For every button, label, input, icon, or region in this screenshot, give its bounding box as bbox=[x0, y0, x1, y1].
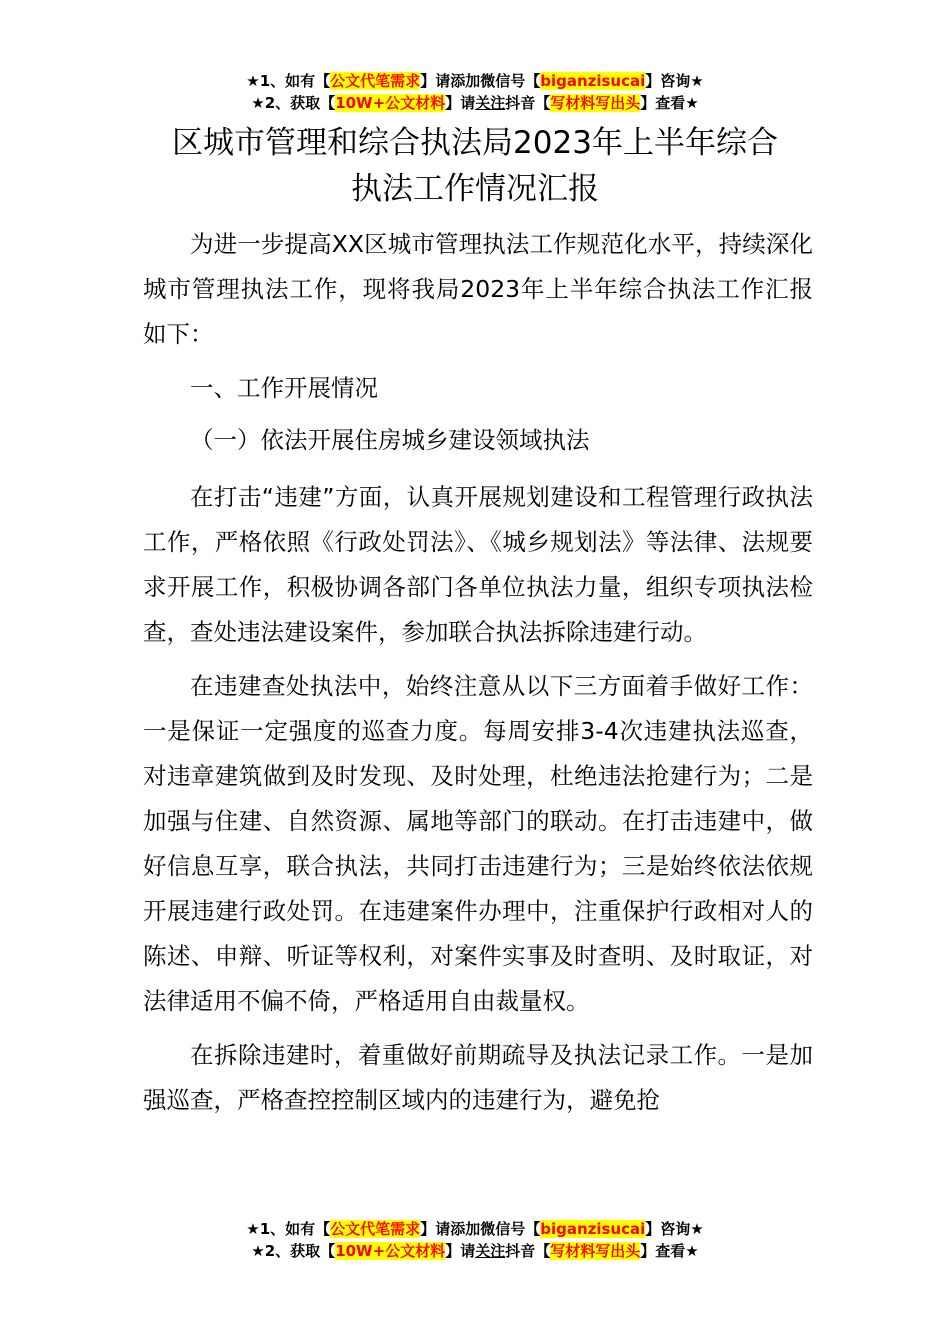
footer-highlight-douyin-account: 写材料写出头 bbox=[550, 1242, 641, 1260]
highlight-writing-service: 公文代笔需求 bbox=[330, 72, 421, 90]
footer-highlight-writing-service: 公文代笔需求 bbox=[330, 1220, 421, 1238]
document-title bbox=[0, 120, 950, 212]
section-heading: 一、工作开展情况 bbox=[190, 374, 378, 402]
body-paragraph-3: 在拆除违建时，着重做好前期疏导及执法记录工作。一是加强巡查，严格查控控制区域内的违建行为，避免抢 bbox=[143, 1041, 813, 1114]
body-paragraph-2: 在违建查处执法中，始终注意从以下三方面着手做好工作：一是保证一定强度的巡查力度。每周安排3-4次违建执法巡查，对违章建筑做到及时发现、及时处理，杜绝违法抢建行为；二是加强与住建、自然资源、属地等部门的联动。在打击违建中，做好信息互享，联合执法，共同打击违建行为；三是始终依法依规开展违建行政处罚。在违建案件办理中，注重保护行政相对人的陈述、申辩、听证等权利，对案件实事及时查明、及时取证，对法律适用不偏不倚，严格适用自由裁量权。 bbox=[143, 672, 813, 1015]
banner-line-2: ★2、获取【10W+公文材料】请关注抖音【写材料写出头】查看★ bbox=[251, 94, 699, 112]
title-line-2: 执法工作情况汇报 bbox=[351, 171, 599, 207]
footer-banner-line-2: ★2、获取【10W+公文材料】请关注抖音【写材料写出头】查看★ bbox=[251, 1242, 699, 1260]
subsection-heading: （一）依法开展住房城乡建设领域执法 bbox=[190, 426, 590, 454]
highlight-douyin-account: 写材料写出头 bbox=[550, 94, 641, 112]
title-line-1: 区城市管理和综合执法局2023年上半年综合 bbox=[172, 125, 778, 161]
footer-highlight-wechat-id: biganzisucai bbox=[540, 1220, 646, 1238]
header-banner bbox=[0, 70, 950, 114]
intro-paragraph: 为进一步提高XX区城市管理执法工作规范化水平，持续深化城市管理执法工作，现将我局2023年上半年综合执法工作汇报如下： bbox=[143, 230, 813, 348]
document-body bbox=[143, 222, 813, 1132]
underlined-follow: 关注 bbox=[475, 94, 506, 112]
banner-line-1: ★1、如有【公文代笔需求】请添加微信号【biganzisucai】咨询★ bbox=[246, 72, 704, 90]
body-paragraph-1: 在打击“违建”方面，认真开展规划建设和工程管理行政执法工作，严格依照《行政处罚法》、《城乡规划法》等法律、法规要求开展工作，积极协调各部门各单位执法力量，组织专项执法检查，查处违法建设案件，参加联合执法拆除违建行动。 bbox=[143, 483, 813, 646]
highlight-materials: 10W+公文材料 bbox=[335, 94, 446, 112]
highlight-wechat-id: biganzisucai bbox=[540, 72, 646, 90]
footer-banner bbox=[0, 1218, 950, 1262]
footer-banner-line-1: ★1、如有【公文代笔需求】请添加微信号【biganzisucai】咨询★ bbox=[246, 1220, 704, 1238]
footer-underlined-follow: 关注 bbox=[475, 1242, 506, 1260]
footer-highlight-materials: 10W+公文材料 bbox=[335, 1242, 446, 1260]
